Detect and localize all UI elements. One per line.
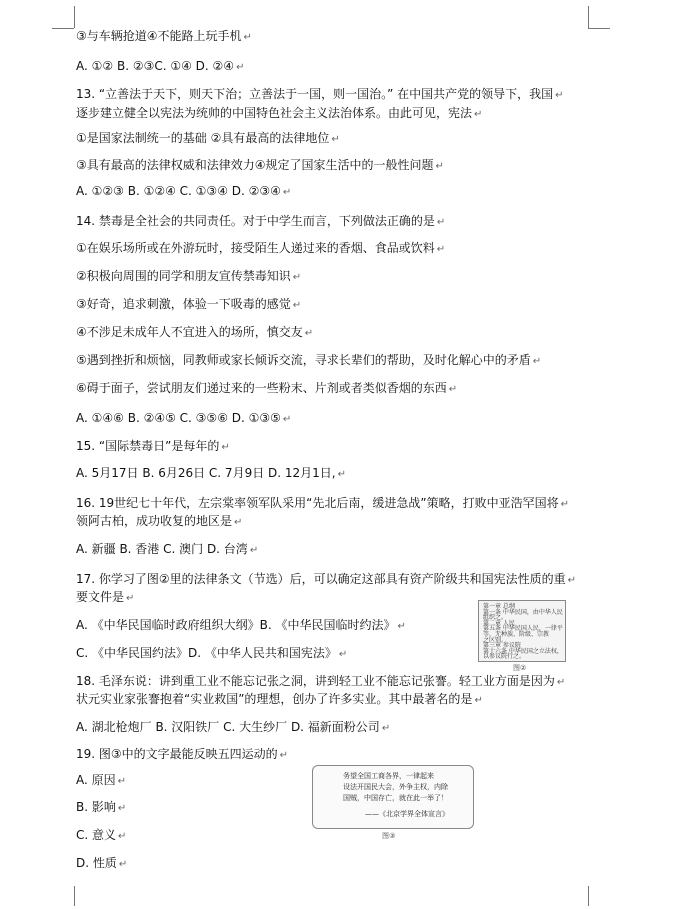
figure-2-text-line: 第二章 人民	[483, 619, 515, 627]
paragraph-mark-icon: ↵	[436, 217, 446, 228]
line-text: 17. 你学习了图②里的法律条文（节选）后，可以确定这部具有资产阶级共和国宪法性质的重	[76, 572, 566, 586]
line-text: ③与车辆抢道④不能路上玩手机	[76, 29, 242, 43]
line-text: A. 原因	[76, 773, 116, 787]
paragraph-mark-icon: ↵	[126, 593, 135, 604]
line-text: ③具有最高的法律权威和法律效力④规定了国家生活中的一般性问题	[76, 158, 434, 172]
line-text: 19. 图③中的文字最能反映五四运动的	[76, 747, 278, 761]
document-line	[76, 240, 445, 258]
document-line	[76, 410, 291, 428]
paragraph-mark-icon: ↵	[556, 677, 566, 688]
document-line	[76, 746, 288, 764]
document-line	[76, 719, 390, 737]
paragraph-mark-icon: ↵	[282, 414, 292, 425]
line-text: 18. 毛泽东说：讲到重工业不能忘记张之洞，讲到轻工业不能忘记张謇。轻工业方面是因为	[76, 674, 555, 688]
line-text: ①是国家法制统一的基础 ②具有最高的法律地位	[76, 131, 330, 145]
paragraph-mark-icon: ↵	[236, 62, 245, 73]
line-text: A. 《中华民国临时政府组织大纲》B. 《中华民国临时约法》	[76, 618, 396, 632]
line-text: 要文件是	[76, 590, 125, 604]
line-text: 领阿古柏，成功收复的地区是	[76, 514, 233, 528]
figure-2-text-line: 第三章 参议院	[483, 642, 521, 650]
paragraph-mark-icon: ↵	[292, 272, 302, 283]
crop-mark-top-left	[74, 6, 75, 28]
line-text: A. ①②③ B. ①②④ C. ①③④ D. ②③④	[76, 184, 281, 198]
paragraph-mark-icon: ↵	[474, 695, 483, 706]
line-text: B. 影响	[76, 800, 116, 814]
paragraph-mark-icon: ↵	[279, 750, 289, 761]
document-line	[76, 495, 569, 513]
figure-2-text-line: 以参议院行之。	[483, 653, 526, 661]
document-line	[76, 183, 291, 201]
paragraph-mark-icon: ↵	[282, 187, 292, 198]
paragraph-mark-icon: ↵	[474, 109, 483, 120]
figure-3-text-line: 务望全国工商各界，一律起来	[343, 772, 434, 780]
crop-mark-bottom-left	[74, 886, 75, 906]
document-line	[76, 213, 445, 231]
paragraph-mark-icon: ↵	[249, 545, 259, 556]
line-text: A. 5月17日 B. 6月26日 C. 7月9日 D. 12月1日,	[76, 466, 336, 480]
document-line	[76, 324, 313, 342]
paragraph-mark-icon: ↵	[435, 161, 444, 172]
document-line	[76, 799, 126, 817]
line-text: 状元实业家张謇抱着“实业救国”的理想，创办了许多实业。其中最著名的是	[76, 692, 473, 706]
crop-mark-top-right-h	[588, 28, 610, 29]
paragraph-mark-icon: ↵	[567, 575, 577, 586]
figure-2-text-line: 之区别。	[483, 636, 508, 644]
line-text: ②积极向周围的同学和朋友宣传禁毒知识	[76, 269, 291, 283]
crop-mark-bottom-right	[588, 886, 589, 906]
document-line	[76, 438, 230, 456]
figure-3-source: ——《北京学界全体宣言》	[365, 810, 449, 818]
figure-2-text-line: 第十六条 中华民国之立法权，	[483, 647, 563, 655]
figure-2-text-line: 第五条 中华民国人民，一律平	[483, 625, 563, 633]
paragraph-mark-icon: ↵	[221, 442, 230, 453]
document-line	[76, 691, 483, 709]
document-line	[76, 772, 126, 790]
paragraph-mark-icon: ↵	[292, 300, 302, 311]
line-text: ①在娱乐场所或在外游玩时，接受陌生人递过来的香烟、食品或饮料	[76, 241, 435, 255]
line-text: A. 新疆 B. 香港 C. 澳门 D. 台湾	[76, 542, 248, 556]
figure-3-scroll	[312, 765, 474, 829]
document-line	[76, 28, 252, 46]
figure-2-text-line: 第一条 中华民国，由中华人民	[483, 608, 563, 616]
paragraph-mark-icon: ↵	[448, 384, 458, 395]
paragraph-mark-icon: ↵	[397, 621, 406, 632]
figure-2-text-line: 第一章 总纲	[483, 603, 515, 610]
figure-3-caption: 图③	[382, 832, 396, 840]
line-text: D. 性质	[76, 856, 117, 870]
document-line	[76, 380, 457, 398]
paragraph-mark-icon: ↵	[304, 328, 314, 339]
figure-2-text-line: 等，无种族、阶级、宗教	[483, 631, 550, 638]
figure-3-text-line: 国贼，中国存亡，就在此一举了！	[343, 794, 448, 802]
line-text: C. 意义	[76, 828, 117, 842]
document-line	[76, 827, 126, 845]
document-line	[76, 296, 301, 314]
document-line	[76, 105, 482, 123]
paragraph-mark-icon: ↵	[118, 859, 128, 870]
paragraph-mark-icon: ↵	[436, 244, 446, 255]
line-text: 16. 19世纪七十年代，左宗棠率领军队采用“先北后南，缓进急战”策略，打败中亚浩罕国将	[76, 496, 559, 510]
document-line	[76, 352, 541, 370]
line-text: ④不涉足未成年人不宜进入的场所，慎交友	[76, 325, 303, 339]
line-text: A. ①② B. ②③C. ①④ D. ②④	[76, 59, 235, 73]
document-line	[76, 617, 406, 635]
line-text: ③好奇，追求刺激，体验一下吸毒的感觉	[76, 297, 291, 311]
line-text: A. 湖北枪炮厂 B. 汉阳铁厂 C. 大生纱厂 D. 福新面粉公司	[76, 720, 380, 734]
crop-mark-top-right	[588, 6, 589, 28]
figure-2-text-line: 组织之。	[483, 614, 508, 622]
line-text: 15. “国际禁毒日”是每年的	[76, 439, 220, 453]
document-line	[76, 645, 347, 663]
line-text: C. 《中华民国约法》D. 《中华人民共和国宪法》	[76, 646, 337, 660]
line-text: A. ①④⑥ B. ②④⑤ C. ③⑤⑥ D. ①③⑤	[76, 411, 281, 425]
document-line	[76, 673, 565, 691]
paragraph-mark-icon: ↵	[337, 469, 346, 480]
document-line	[76, 855, 127, 873]
paragraph-mark-icon: ↵	[331, 134, 340, 145]
document-line	[76, 541, 258, 559]
document-line	[76, 130, 340, 148]
figure-2-caption: 图②	[513, 664, 527, 672]
paragraph-mark-icon: ↵	[532, 356, 542, 367]
document-line	[76, 268, 301, 286]
line-text: 13. “立善法于天下，则天下治；立善法于一国，则一国治。” 在中国共产党的领导下，我国	[76, 87, 554, 101]
paragraph-mark-icon: ↵	[243, 32, 252, 43]
document-line	[76, 513, 242, 531]
crop-mark-top-left-h	[52, 28, 74, 29]
line-text: 14. 禁毒是全社会的共同责任。对于中学生而言，下列做法正确的是	[76, 214, 435, 228]
document-line	[76, 571, 576, 589]
document-line	[76, 58, 244, 76]
document-line	[76, 589, 134, 607]
line-text: ⑥碍于面子，尝试朋友们递过来的一些粉末、片剂或者类似香烟的东西	[76, 381, 447, 395]
paragraph-mark-icon: ↵	[381, 723, 391, 734]
paragraph-mark-icon: ↵	[560, 499, 569, 510]
paragraph-mark-icon: ↵	[338, 649, 348, 660]
paragraph-mark-icon: ↵	[234, 517, 243, 528]
document-line	[76, 86, 564, 104]
document-line	[76, 157, 444, 175]
line-text: 逐步建立健全以宪法为统帅的中国特色社会主义法治体系。由此可见，宪法	[76, 106, 473, 120]
line-text: ⑤遇到挫折和烦恼，同教师或家长倾诉交流，寻求长辈们的帮助，及时化解心中的矛盾	[76, 353, 531, 367]
paragraph-mark-icon: ↵	[118, 831, 127, 842]
paragraph-mark-icon: ↵	[117, 803, 127, 814]
paragraph-mark-icon: ↵	[555, 90, 564, 101]
figure-2-law-excerpt	[478, 600, 566, 672]
paragraph-mark-icon: ↵	[117, 776, 127, 787]
figure-3-text-line: 设法开国民大会，外争主权，内除	[343, 783, 448, 791]
document-line	[76, 465, 346, 483]
